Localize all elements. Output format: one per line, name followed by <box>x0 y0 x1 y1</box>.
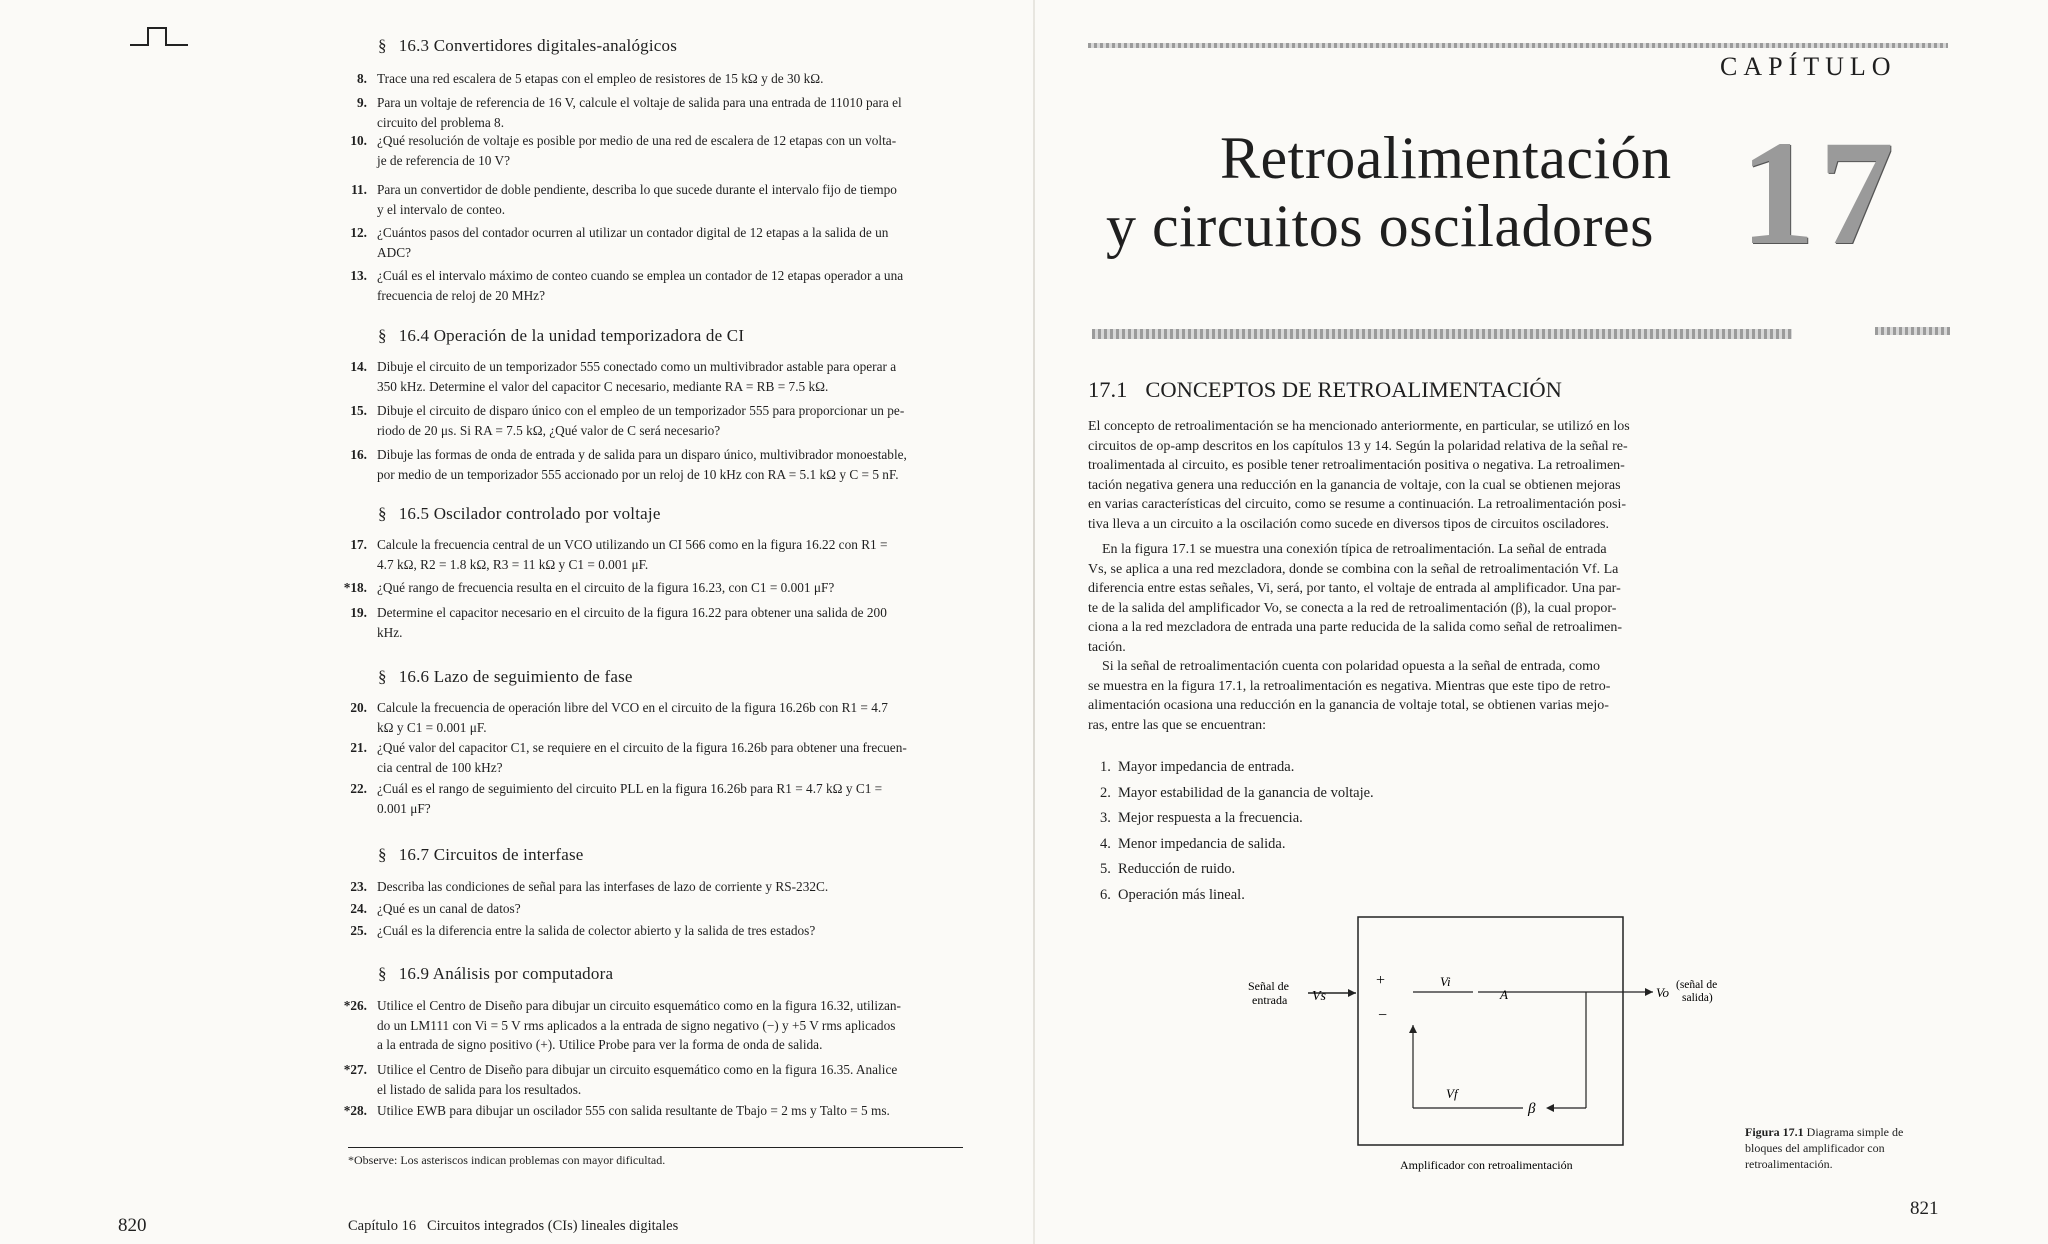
problem-text <box>377 266 967 305</box>
section-heading <box>1088 377 1562 403</box>
problem-number: 11. <box>351 182 367 197</box>
problem-text <box>377 603 967 642</box>
section-heading <box>378 845 584 865</box>
problem-line: do un LM111 con Vi = 5 V rms aplicados a la entrada de signo negativo (−) y +5 V rms aplicados <box>377 1017 896 1033</box>
problem-line: ¿Cuántos pasos del contador ocurren al utilizar un contador digital de 12 etapas a la salida de un <box>377 225 889 240</box>
list-item <box>1100 836 1286 853</box>
amplifier-box <box>1358 917 1623 1145</box>
list-text: Menor impedancia de salida. <box>1118 835 1286 852</box>
paragraph-line: alimentación ocasiona una reducción en la ganancia de voltaje total, se obtienen varias mejo- <box>1088 698 1609 713</box>
problem-text <box>377 93 967 132</box>
vo-label: Vo <box>1656 985 1669 1000</box>
problem-text <box>377 698 967 737</box>
problem-number: 12. <box>350 225 367 240</box>
section-title: 16.6 Lazo de seguimiento de fase <box>398 667 633 686</box>
body-paragraph <box>1088 417 1703 534</box>
problem-number: 20. <box>350 700 367 715</box>
section-title: 16.9 Análisis por computadora <box>398 964 614 983</box>
list-number: 5. <box>1100 861 1111 877</box>
section-symbol: § <box>378 326 387 345</box>
chapter-title-line-1: Retroalimentación <box>1220 125 1672 191</box>
list-number: 2. <box>1100 784 1111 801</box>
problem-line: kΩ y C1 = 0.001 μF. <box>377 719 487 735</box>
problem-number: 19. <box>350 605 367 620</box>
problem-text <box>377 69 967 89</box>
chapter-bottom-rule <box>1092 329 1792 339</box>
output-label-2: salida) <box>1682 992 1713 1004</box>
running-head: Capítulo 16 Circuitos integrados (CIs) lineales digitales <box>348 1218 679 1234</box>
problem-text <box>377 1101 967 1121</box>
input-label-1: Señal de <box>1248 979 1289 993</box>
paragraph-line: ciona a la red mezcladora de entrada una parte reducida de la salida como señal de retroalimen- <box>1088 620 1623 635</box>
list-number: 6. <box>1100 886 1111 903</box>
problem-line: ¿Cuál es la diferencia entre la salida de colector abierto y la salida de tres estados? <box>377 923 816 938</box>
section-title: 16.5 Oscilador controlado por voltaje <box>398 504 661 523</box>
problem-text <box>377 996 967 1055</box>
problem-number: *27. <box>343 1062 367 1077</box>
problem-text <box>377 180 967 219</box>
problem-line: 350 kHz. Determine el valor del capacitor C necesario, mediante RA = RB = 7.5 kΩ. <box>377 378 829 394</box>
list-item <box>1100 861 1235 878</box>
paragraph-line: tación. <box>1088 639 1126 655</box>
paragraph-line: Si la señal de retroalimentación cuenta con polaridad opuesta a la señal de entrada, como <box>1088 659 1600 674</box>
problem-line: frecuencia de reloj de 20 MHz? <box>377 287 545 303</box>
problem-text <box>377 223 967 262</box>
problem-text <box>377 357 967 396</box>
list-item <box>1100 759 1294 776</box>
problem-line: ¿Qué valor del capacitor C1, se requiere en el circuito de la figura 16.26b para obtener una frecuen- <box>377 740 907 755</box>
section-heading <box>378 36 677 56</box>
list-text: Mejor respuesta a la frecuencia. <box>1118 810 1303 826</box>
problem-line: ¿Cuál es el intervalo máximo de conteo cuando se emplea un contador de 12 etapas operador a una <box>377 268 904 283</box>
problem-number: 21. <box>350 740 367 755</box>
paragraph-line: en varias características del circuito, como se resume a continuación. La retroalimentación posi- <box>1088 497 1626 512</box>
output-label-1: (señal de <box>1676 979 1718 991</box>
problem-line: a la entrada de signo positivo (+). Utilice Probe para ver la forma de onda de salida. <box>377 1037 823 1052</box>
problem-number: 14. <box>350 359 367 374</box>
section-title: CONCEPTOS DE RETROALIMENTACIÓN <box>1145 377 1562 402</box>
problem-line: por medio de un temporizador 555 accionado por un reloj de 10 kHz con RA = 5.1 kΩ y C = 5 nF. <box>377 466 899 482</box>
problem-text <box>377 1060 967 1099</box>
problem-number: 13. <box>350 268 367 283</box>
problem-text <box>377 401 967 440</box>
section-symbol: § <box>378 845 387 864</box>
paragraph-line: Vs, se aplica a una red mezcladora, donde se combina con la señal de retroalimentación Vf. La <box>1088 561 1619 577</box>
body-paragraph <box>1088 657 1703 735</box>
problem-text <box>377 921 967 941</box>
problem-line: Calcule la frecuencia central de un VCO utilizando un CI 566 como en la figura 16.22 con R1 = <box>377 537 888 552</box>
chapter-label: CAPÍTULO <box>1720 52 1897 81</box>
figure-caption <box>1745 1124 1935 1172</box>
problem-line: ¿Qué es un canal de datos? <box>377 901 521 916</box>
list-text: Operación más lineal. <box>1118 886 1245 903</box>
problem-line: 0.001 μF? <box>377 800 431 816</box>
problem-text <box>377 535 967 574</box>
paragraph-line: tación negativa genera una reducción en la ganancia de voltaje, con la cual se obtienen mejoras <box>1088 477 1621 493</box>
paragraph-line: te de la salida del amplificador Vo, se conecta a la red de retroalimentación (β), la cual propor- <box>1088 600 1617 616</box>
paragraph-line: ras, entre las que se encuentran: <box>1088 717 1267 733</box>
paragraph-line: se muestra en la figura 17.1, la retroalimentación es negativa. Mientras que este tipo de retro- <box>1088 678 1611 694</box>
chapter-bottom-rule-short <box>1875 327 1950 335</box>
problem-number: 25. <box>350 923 367 938</box>
section-title: 16.3 Convertidores digitales-analógicos <box>398 36 678 55</box>
paragraph-line: troalimentada al circuito, es posible tener retroalimentación positiva o negativa. La retroalimen- <box>1088 458 1625 473</box>
footnote: *Observe: Los asteriscos indican problemas con mayor dificultad. <box>348 1153 666 1167</box>
problem-line: circuito del problema 8. <box>377 114 505 130</box>
problem-number: 17. <box>350 537 367 552</box>
problem-line: Calcule la frecuencia de operación libre del VCO en el circuito de la figura 16.26b con R1 = 4.7 <box>377 700 888 715</box>
problem-text <box>377 131 967 170</box>
list-item <box>1100 810 1303 827</box>
figure-label: Figura 17.1 <box>1745 1125 1804 1139</box>
paragraph-line: circuitos de op-amp descritos en los capítulos 13 y 14. Según la polaridad relativa de la señal re- <box>1088 438 1628 454</box>
problem-number: 10. <box>350 133 367 148</box>
problem-number: *26. <box>343 998 367 1013</box>
paragraph-line: En la figura 17.1 se muestra una conexión típica de retroalimentación. La señal de entrada <box>1088 542 1607 557</box>
problem-line: riodo de 20 μs. Si RA = 7.5 kΩ, ¿Qué valor de C será necesario? <box>377 422 721 438</box>
problem-line: Determine el capacitor necesario en el circuito de la figura 16.22 para obtener una salida de 200 <box>377 605 887 620</box>
list-text: Mayor impedancia de entrada. <box>1118 759 1295 775</box>
section-symbol: § <box>378 667 387 686</box>
body-paragraph <box>1088 540 1703 657</box>
section-symbol: § <box>378 964 387 983</box>
problem-line: ADC? <box>377 244 411 260</box>
problem-line: ¿Cuál es el rango de seguimiento del circuito PLL en la figura 16.26b para R1 = 4.7 kΩ y C1 = <box>377 781 883 796</box>
problem-number: 24. <box>350 901 367 916</box>
section-number: 17.1 <box>1088 377 1128 402</box>
problem-line: Describa las condiciones de señal para las interfases de lazo de corriente y RS-232C. <box>377 879 829 894</box>
chapter-number: 17 <box>1740 110 1898 276</box>
problem-line: Trace una red escalera de 5 etapas con el empleo de resistores de 15 kΩ y de 30 kΩ. <box>377 71 824 86</box>
square-wave-logo-icon <box>130 26 188 46</box>
paragraph-line: El concepto de retroalimentación se ha mencionado anteriormente, en particular, se utilizó en los <box>1088 419 1630 434</box>
problem-number: 16. <box>350 447 367 462</box>
problem-line: kHz. <box>377 624 403 640</box>
problem-number: *28. <box>343 1103 367 1118</box>
list-item <box>1100 785 1374 802</box>
amp-label: A <box>1500 987 1508 1002</box>
problem-line: Utilice el Centro de Diseño para dibujar un circuito esquemático como en la figura 16.35. Analice <box>377 1062 898 1077</box>
problem-line: el listado de salida para los resultados. <box>377 1081 582 1097</box>
problem-text <box>377 738 967 777</box>
problem-line: je de referencia de 10 V? <box>377 152 511 168</box>
problem-line: ¿Qué resolución de voltaje es posible por medio de una red de escalera de 12 etapas con un volta- <box>377 133 897 148</box>
section-title: 16.7 Circuitos de interfase <box>398 845 584 864</box>
problem-number: 22. <box>350 781 367 796</box>
paragraph-line: diferencia entre estas señales, Vi, será, por tanto, el voltaje de entrada al amplificador. Una par- <box>1088 581 1621 596</box>
problem-line: ¿Qué rango de frecuencia resulta en el circuito de la figura 16.23, con C1 = 0.001 μF? <box>377 580 835 595</box>
problem-line: y el intervalo de conteo. <box>377 201 506 217</box>
input-label-2: entrada <box>1252 993 1288 1007</box>
chapter-title-line-2: y circuitos osciladores <box>1106 193 1655 259</box>
problem-line: 4.7 kΩ, R2 = 1.8 kΩ, R3 = 11 kΩ y C1 = 0.001 μF. <box>377 556 649 572</box>
problem-line: Dibuje el circuito de disparo único con el empleo de un temporizador 555 para proporcionar un pe- <box>377 403 905 418</box>
beta-label: β <box>1528 1101 1536 1117</box>
plus-sign: + <box>1376 972 1386 989</box>
problem-text <box>377 899 967 919</box>
problem-line: Utilice el Centro de Diseño para dibujar un circuito esquemático como en la figura 16.32, utilizan- <box>377 998 901 1013</box>
problem-text <box>377 445 967 484</box>
problem-line: Para un convertidor de doble pendiente, describa lo que sucede durante el intervalo fijo de tiempo <box>377 182 897 197</box>
list-text: Reducción de ruido. <box>1118 861 1236 877</box>
list-number: 3. <box>1100 810 1111 826</box>
problem-line: Utilice EWB para dibujar un oscilador 555 con salida resultante de Tbajo = 2 ms y Talto = 5 ms. <box>377 1103 890 1118</box>
vi-label: Vi <box>1440 974 1451 989</box>
list-number: 4. <box>1100 835 1111 852</box>
feedback-block-diagram <box>1248 900 1728 1180</box>
problem-text <box>377 877 967 897</box>
paragraph-line: tiva lleva a un circuito a la oscilación como sucede en diversos tipos de circuitos osciladores. <box>1088 516 1609 532</box>
problem-line: Para un voltaje de referencia de 16 V, calcule el voltaje de salida para una entrada de 11010 para el <box>377 95 902 110</box>
page-number-left: 820 <box>118 1215 147 1236</box>
problem-number: 8. <box>357 71 367 86</box>
problem-text <box>377 779 967 818</box>
problem-line: Dibuje las formas de onda de entrada y de salida para un disparo único, multivibrador monoestable, <box>377 447 907 462</box>
list-number: 1. <box>1100 759 1111 775</box>
vs-label: Vs <box>1312 989 1326 1004</box>
problem-number: 23. <box>350 879 367 894</box>
section-heading <box>378 964 613 984</box>
list-text: Mayor estabilidad de la ganancia de voltaje. <box>1118 784 1374 801</box>
list-item <box>1100 887 1245 904</box>
section-heading <box>378 667 633 687</box>
problem-number: *18. <box>343 580 367 595</box>
problem-line: cia central de 100 kHz? <box>377 759 503 775</box>
section-symbol: § <box>378 36 387 55</box>
footnote-rule <box>348 1147 963 1148</box>
section-heading <box>378 504 661 524</box>
problem-line: Dibuje el circuito de un temporizador 555 conectado como un multivibrador astable para operar a <box>377 359 897 374</box>
problem-number: 9. <box>357 95 367 110</box>
section-symbol: § <box>378 504 387 523</box>
page-number-right: 821 <box>1910 1198 1939 1219</box>
figure-caption-text: Diagrama simple de bloques del amplificador con retroalimentación. <box>1745 1125 1904 1171</box>
section-title: 16.4 Operación de la unidad temporizadora de CI <box>398 326 745 345</box>
problem-text <box>377 578 967 598</box>
section-heading <box>378 326 744 346</box>
chapter-top-rule <box>1088 43 1948 48</box>
problem-number: 15. <box>350 403 367 418</box>
diagram-caption: Amplificador con retroalimentación <box>1400 1158 1573 1172</box>
minus-sign: − <box>1378 1007 1388 1024</box>
vf-label: Vf <box>1446 1086 1458 1101</box>
